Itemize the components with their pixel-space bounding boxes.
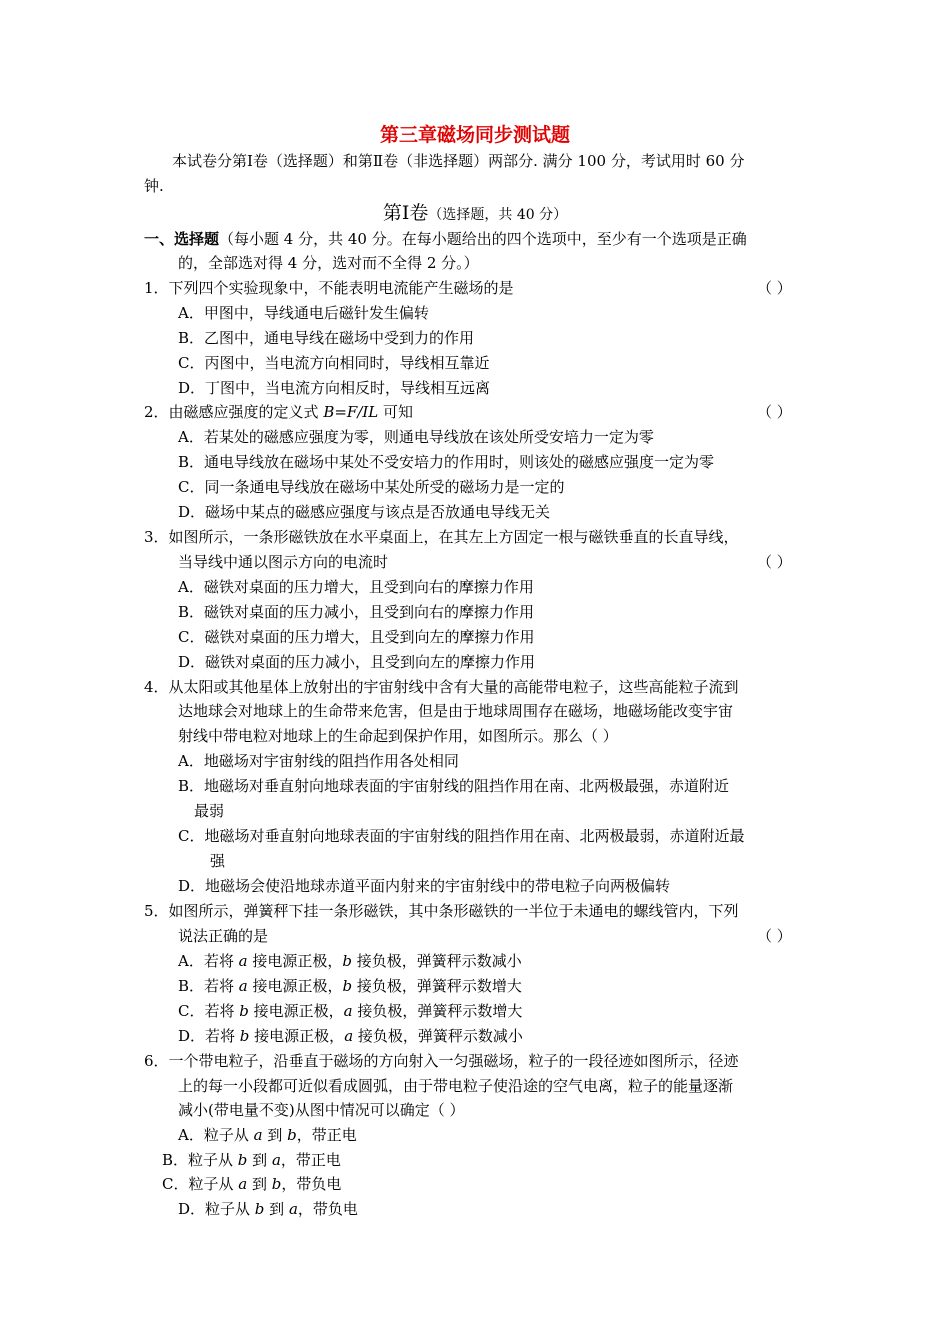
var: a (288, 1200, 298, 1218)
text: C．粒子从 (162, 1175, 239, 1193)
var: b (342, 952, 352, 970)
q4-option-a: A．地磁场对宇宙射线的阻挡作用各处相同 (178, 752, 459, 770)
q1-answer-paren: （ ） (757, 279, 792, 297)
q1-stem: 1．下列四个实验现象中，不能表明电流能产生磁场的是 (144, 279, 514, 297)
page-title: 第三章磁场同步测试题 (379, 124, 570, 146)
q3-option-a: A．磁铁对桌面的压力增大，且受到向右的摩擦力作用 (178, 578, 534, 596)
text: 接电源正极， (247, 952, 343, 970)
var: a (343, 1002, 353, 1020)
q1-option-b: B．乙图中，通电导线在磁场中受到力的作用 (178, 329, 475, 347)
q4-stem-3: 射线中带电粒对地球上的生命起到保护作用，如图所示。那么（ ） (178, 727, 618, 745)
q3-stem-1: 3．如图所示，一条形磁铁放在水平桌面上，在其左上方固定一根与磁铁垂直的长直导线， (144, 528, 739, 546)
q2-answer-paren: （ ） (757, 403, 792, 421)
text: A．若将 (178, 952, 239, 970)
text: B．若将 (178, 977, 239, 995)
text: ，带正电 (280, 1151, 341, 1169)
text: D．若将 (178, 1027, 240, 1045)
var: b (237, 1151, 248, 1169)
q6-option-d (178, 1199, 358, 1219)
var: b (254, 1200, 265, 1218)
q6-stem-2: 上的每一小段都可近似看成圆弧，由于带电粒子使沿途的空气电离，粒子的能量逐渐 (178, 1077, 734, 1095)
q3-option-d: D．磁铁对桌面的压力减小，且受到向左的摩擦力作用 (178, 653, 536, 671)
q4-stem-2: 达地球会对地球上的生命带来危害，但是由于地球周围存在磁场，地磁场能改变宇宙 (178, 702, 734, 720)
text: 接电源正极， (249, 1027, 345, 1045)
q4-option-b-2: 最弱 (194, 802, 225, 820)
q3-answer-paren: （ ） (757, 553, 792, 571)
text: 到 (264, 1200, 289, 1218)
q4-option-c-1: C．地磁场对垂直射向地球表面的宇宙射线的阻挡作用在南、北两极最弱，赤道附近最 (178, 827, 745, 845)
q3-stem-2: 当导线中通以图示方向的电流时 (178, 553, 389, 571)
q5-option-c (178, 1001, 522, 1021)
text: 到 (247, 1175, 272, 1193)
q6-option-c (162, 1174, 341, 1194)
q2-option-b: B．通电导线放在磁场中某处不受安培力的作用时，则该处的磁感应强度一定为零 (178, 453, 715, 471)
part1-heading (0, 203, 950, 225)
var: b (239, 1002, 249, 1020)
q2-stem (144, 402, 413, 422)
var: a (238, 977, 248, 995)
text: C．若将 (178, 1002, 240, 1020)
text: 接负极，弹簧秤示数减小 (351, 952, 522, 970)
q2-option-c: C．同一条通电导线放在磁场中某处所受的磁场力是一定的 (178, 478, 565, 496)
q3-option-c: C．磁铁对桌面的压力增大，且受到向左的摩擦力作用 (178, 628, 535, 646)
q4-stem-1: 4．从太阳或其他星体上放射出的宇宙射线中含有大量的高能带电粒子，这些高能粒子流到 (144, 678, 739, 696)
var: b (342, 977, 353, 995)
section1-desc-1: （每小题 4 分，共 40 分。在每小题给出的四个选项中，至少有一个选项是正确 (219, 230, 747, 248)
q6-option-b (162, 1150, 341, 1170)
q1-option-d: D．丁图中，当电流方向相反时，导线相互远离 (178, 379, 491, 397)
intro-line-1: 本试卷分第Ⅰ卷（选择题）和第Ⅱ卷（非选择题）两部分. 满分 100 分，考试用时 60 分 (172, 152, 745, 170)
text: 接负极，弹簧秤示数增大 (352, 977, 522, 995)
var: b (239, 1027, 250, 1045)
q2-option-d: D．磁场中某点的磁感应强度与该点是否放通电导线无关 (178, 503, 551, 521)
q1-option-c: C．丙图中，当电流方向相同时，导线相互靠近 (178, 354, 490, 372)
q5-stem-2: 说法正确的是 (178, 927, 269, 945)
q6-stem-3: 减小(带电量不变)从图中情况可以确定（ ） (178, 1101, 465, 1119)
section1-instructions (144, 229, 747, 249)
var: a (253, 1126, 263, 1144)
text: D．粒子从 (178, 1200, 255, 1218)
text: 接负极，弹簧秤示数减小 (353, 1027, 523, 1045)
q5-stem-1: 5．如图所示，弹簧秤下挂一条形磁铁，其中条形磁铁的一半位于未通电的螺线管内，下列 (144, 902, 739, 920)
q4-option-c-2: 强 (210, 852, 226, 870)
var: a (344, 1027, 354, 1045)
q3-option-b: B．磁铁对桌面的压力减小，且受到向右的摩擦力作用 (178, 603, 535, 621)
var: b (271, 1175, 282, 1193)
q5-option-a (178, 951, 522, 971)
q2-stem-post: 可知 (378, 403, 414, 421)
q4-option-d: D．地磁场会使沿地球赤道平面内射来的宇宙射线中的带电粒子向两极偏转 (178, 877, 671, 895)
q5-option-d (178, 1026, 523, 1046)
q6-stem-1: 6．一个带电粒子，沿垂直于磁场的方向射入一匀强磁场，粒子的一段径迹如图所示，径迹 (144, 1052, 739, 1070)
intro-line-2: 钟. (144, 177, 164, 195)
q6-option-a (178, 1125, 357, 1145)
text: 到 (247, 1151, 272, 1169)
q5-answer-paren: （ ） (757, 927, 792, 945)
var: a (271, 1151, 281, 1169)
q5-option-b (178, 976, 522, 996)
text: 接电源正极， (247, 977, 343, 995)
q4-option-b-1: B．地磁场对垂直射向地球表面的宇宙射线的阻挡作用在南、北两极最强，赤道附近 (178, 777, 730, 795)
var: a (238, 1175, 248, 1193)
text: B．粒子从 (162, 1151, 238, 1169)
text: 接电源正极， (248, 1002, 344, 1020)
text: ，带正电 (296, 1126, 357, 1144)
var: a (238, 952, 248, 970)
text: ，带负电 (297, 1200, 358, 1218)
text: ，带负电 (281, 1175, 342, 1193)
text: 接负极，弹簧秤示数增大 (352, 1002, 523, 1020)
q1-option-a: A．甲图中，导线通电后磁针发生偏转 (178, 304, 429, 322)
var: b (287, 1126, 297, 1144)
q2-option-a: A．若某处的磁感应强度为零，则通电导线放在该处所受安培力一定为零 (178, 428, 654, 446)
text: A．粒子从 (178, 1126, 254, 1144)
part1-title: 第Ⅰ卷 (382, 202, 429, 224)
section1-label: 一、选择题 (144, 230, 220, 248)
text: 到 (262, 1126, 288, 1144)
part1-note: （选择题，共 40 分） (428, 207, 568, 223)
q2-formula: B=F/IL (323, 403, 379, 421)
section1-desc-2: 的，全部选对得 4 分，选对而不全得 2 分。） (178, 254, 479, 272)
q2-stem-pre: 2．由磁感应强度的定义式 (144, 403, 324, 421)
